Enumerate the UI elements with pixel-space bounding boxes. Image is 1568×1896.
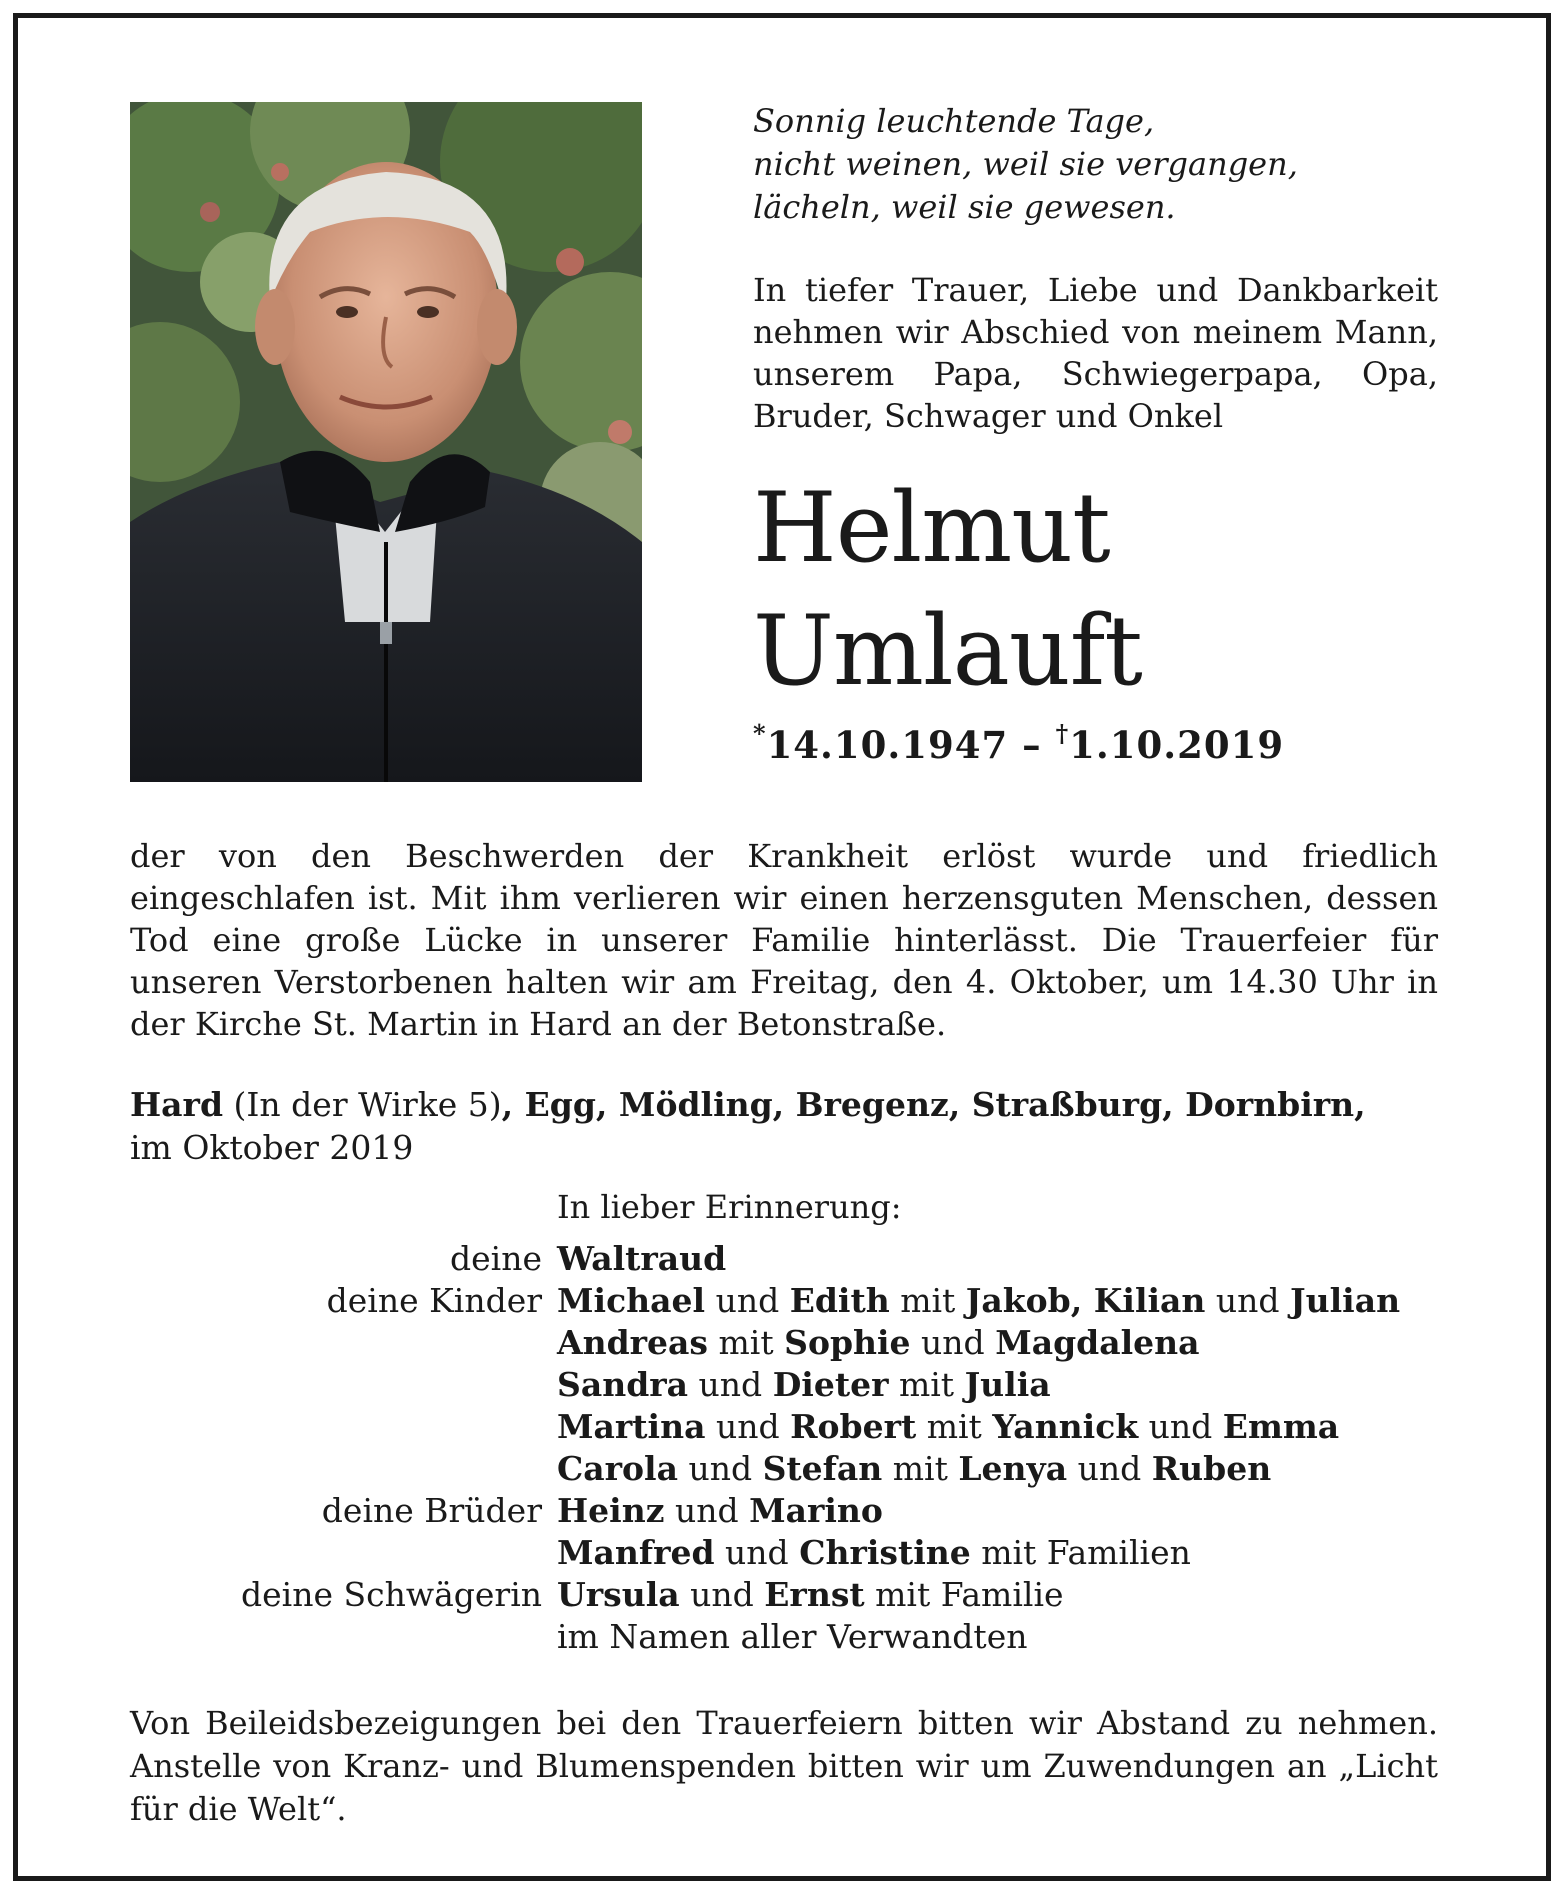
family-members xyxy=(557,1364,1438,1406)
family-members xyxy=(557,1490,1438,1532)
motto-poem xyxy=(753,100,1438,229)
family-row xyxy=(130,1574,1438,1616)
family-relation xyxy=(130,1448,557,1490)
family-connector: mit xyxy=(889,1281,966,1320)
date-line: im Oktober 2019 xyxy=(130,1128,414,1167)
family-row xyxy=(130,1532,1438,1574)
family-member-name: Carola xyxy=(557,1449,678,1488)
motto-line: Sonnig leuchtende Tage, xyxy=(753,102,1155,140)
life-dates xyxy=(753,719,1438,767)
family-relation xyxy=(130,1322,557,1364)
family-relation: deine Kinder xyxy=(326,1281,542,1320)
family-member-name: Yannick xyxy=(992,1407,1139,1446)
motto-line: nicht weinen, weil sie vergangen, xyxy=(753,145,1298,183)
family-relation xyxy=(130,1532,557,1574)
family-members xyxy=(557,1322,1438,1364)
body-paragraph: der von den Beschwerden der Krankheit erlöst wurde und friedlich eingeschlafen ist. Mit ihm verlieren wir einen herzensguten Menschen, dessen Tod eine große Lücke in unserer Familie hinterlässt. Die Trauerfeier für unseren Verstorbenen halten wir am Freitag, den 4. Oktober, um 14.30 Uhr in der Kirche St. Martin in Hard an der Betonstraße. xyxy=(130,837,1438,1043)
family-member-name: Edith xyxy=(789,1281,890,1320)
family-connector: mit Familien xyxy=(970,1533,1191,1572)
family-members xyxy=(557,1280,1438,1322)
family-connector: und xyxy=(705,1407,791,1446)
family-member-name: Christine xyxy=(799,1533,971,1572)
family-connector: mit xyxy=(888,1365,965,1404)
family-members xyxy=(557,1574,1438,1616)
family-member-name: Ruben xyxy=(1151,1449,1272,1488)
family-relation: deine xyxy=(450,1239,542,1278)
family-connector: und xyxy=(664,1491,750,1530)
birth-date: 14.10.1947 xyxy=(766,723,1009,767)
family-row xyxy=(130,1406,1438,1448)
family-relation xyxy=(130,1406,557,1448)
family-connector: und xyxy=(705,1281,790,1320)
family-members xyxy=(557,1238,1438,1280)
family-member-name: Julia xyxy=(964,1365,1051,1404)
family-member-name: Martina xyxy=(557,1407,706,1446)
family-member-name: Manfred xyxy=(557,1533,715,1572)
intro-paragraph: In tiefer Trauer, Liebe und Dankbarkeit nehmen wir Abschied von meinem Mann, unserem Papa, Schwiegerpapa, Opa, Bruder, Schwager und Onkel xyxy=(753,271,1438,435)
family-connector: und xyxy=(1067,1449,1152,1488)
family-member-name: Jakob, Kilian xyxy=(965,1281,1206,1320)
family-members xyxy=(557,1532,1438,1574)
death-symbol: † xyxy=(1055,719,1070,748)
family-relation xyxy=(130,1364,557,1406)
family-connector: und xyxy=(688,1365,773,1404)
motto-line: lächeln, weil sie gewesen. xyxy=(753,188,1176,226)
family-connector: und xyxy=(1138,1407,1223,1446)
family-connector: und xyxy=(679,1575,765,1614)
family-connector: im Namen aller Verwandten xyxy=(557,1617,1028,1656)
family-connector: mit xyxy=(708,1323,785,1362)
death-date: 1.10.2019 xyxy=(1069,723,1285,767)
family-member-name: Sophie xyxy=(784,1323,911,1362)
family-member-name: Ursula xyxy=(557,1575,680,1614)
family-connector: und xyxy=(714,1533,800,1572)
family-row xyxy=(130,1238,1438,1280)
family-connector: mit xyxy=(882,1449,959,1488)
family-member-name: Ernst xyxy=(764,1575,865,1614)
family-members xyxy=(557,1406,1438,1448)
family-row xyxy=(130,1322,1438,1364)
family-row xyxy=(130,1280,1438,1322)
family-row xyxy=(130,1364,1438,1406)
family-member-name: Julian xyxy=(1290,1281,1401,1320)
family-member-name: Marino xyxy=(749,1491,883,1530)
memory-heading: In lieber Erinnerung: xyxy=(557,1188,902,1226)
family-member-name: Michael xyxy=(557,1281,706,1320)
family-members xyxy=(557,1616,1438,1658)
header-text-column xyxy=(753,100,1438,767)
family-row xyxy=(130,1490,1438,1532)
family-connector: mit Familie xyxy=(864,1575,1064,1614)
family-member-name: Magdalena xyxy=(995,1323,1200,1362)
family-relation xyxy=(130,1616,557,1658)
deceased-name xyxy=(753,467,1438,713)
family-relation: deine Brüder xyxy=(321,1491,542,1530)
family-member-name: Stefan xyxy=(762,1449,883,1488)
last-name: Umlauft xyxy=(753,595,1142,707)
family-member-name: Emma xyxy=(1222,1407,1340,1446)
family-member-name: Andreas xyxy=(557,1323,709,1362)
birth-symbol: * xyxy=(753,719,767,748)
family-list xyxy=(130,1238,1438,1658)
places-line xyxy=(130,1083,1438,1169)
family-member-name: Robert xyxy=(790,1407,917,1446)
family-member-name: Lenya xyxy=(958,1449,1068,1488)
family-member-name: Waltraud xyxy=(557,1239,727,1278)
closing-paragraph: Von Beileidsbezeigungen bei den Trauerfeiern bitten wir Abstand zu nehmen. Anstelle von Kranz- und Blumenspenden bitten wir um Zuwendungen an „Licht für die Welt“. xyxy=(130,1704,1438,1828)
family-connector: mit xyxy=(916,1407,993,1446)
family-connector: und xyxy=(677,1449,763,1488)
other-places: , Egg, Mödling, Bregenz, Straßburg, Dornbirn, xyxy=(501,1085,1366,1124)
home-town: Hard xyxy=(130,1085,224,1124)
first-name: Helmut xyxy=(753,472,1110,584)
family-member-name: Dieter xyxy=(772,1365,889,1404)
family-row xyxy=(130,1448,1438,1490)
family-connector: und xyxy=(1205,1281,1291,1320)
family-member-name: Heinz xyxy=(557,1491,665,1530)
family-connector: und xyxy=(910,1323,996,1362)
home-address: (In der Wirke 5) xyxy=(223,1085,502,1124)
date-separator: – xyxy=(1008,723,1056,767)
portrait-photo xyxy=(130,102,642,782)
family-relation: deine Schwägerin xyxy=(241,1575,542,1614)
family-member-name: Sandra xyxy=(557,1365,689,1404)
family-row xyxy=(130,1616,1438,1658)
family-members xyxy=(557,1448,1438,1490)
